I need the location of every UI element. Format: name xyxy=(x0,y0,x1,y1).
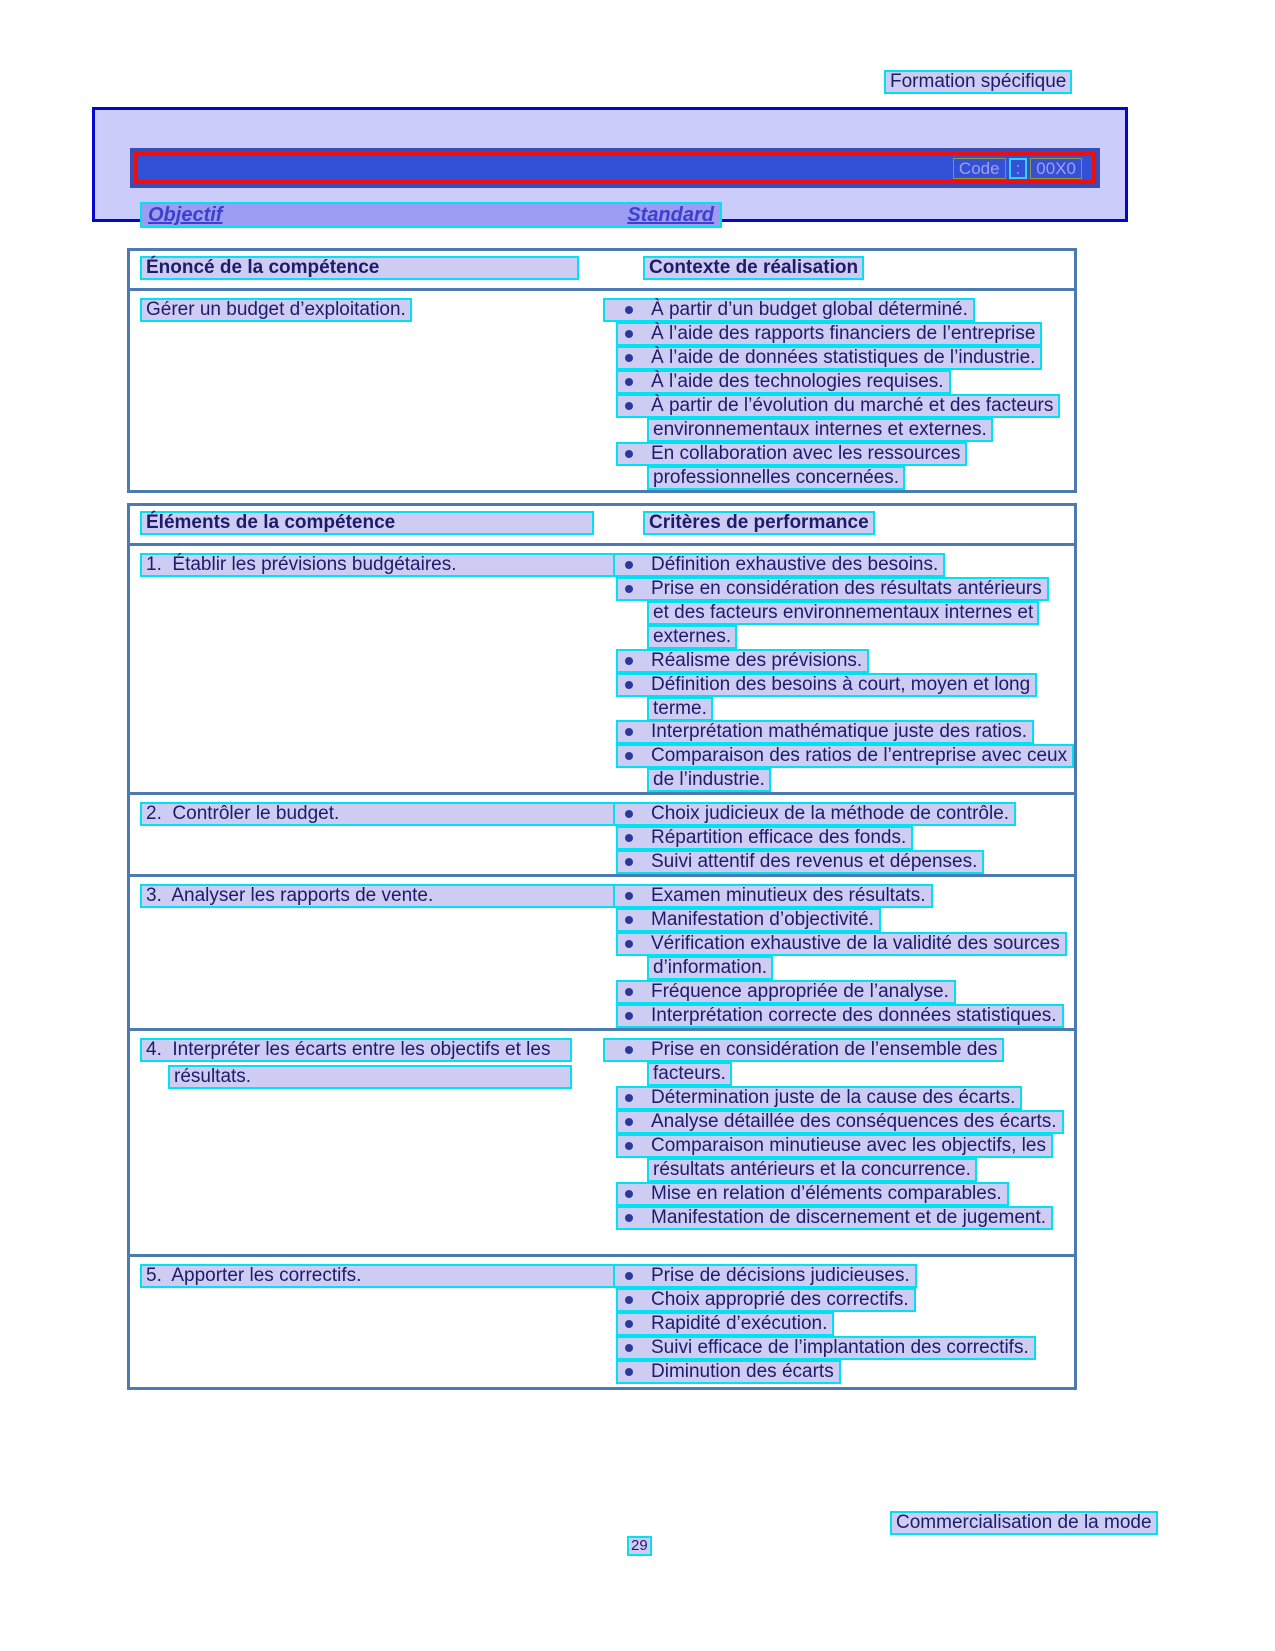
row-left-cell xyxy=(140,884,615,911)
criterion-line xyxy=(603,802,1016,826)
bullet-icon xyxy=(625,1118,633,1126)
row-left-text: 2. Contrôler le budget. xyxy=(140,802,615,826)
section-title-strip xyxy=(140,202,722,228)
criterion-line xyxy=(603,553,945,577)
bullet-icon xyxy=(625,1012,633,1020)
bullet-icon xyxy=(625,728,633,736)
criteria-list xyxy=(603,291,1074,490)
header-label: Formation spécifique xyxy=(884,70,1072,94)
criterion-line xyxy=(603,298,975,322)
criterion-text: Prise en considération des résultats antérieurs xyxy=(651,578,1042,599)
criterion-line xyxy=(616,744,1074,768)
bullet-icon xyxy=(625,1142,633,1150)
criterion-line xyxy=(616,1336,1036,1360)
criterion-line xyxy=(616,1086,1022,1110)
bullet-icon xyxy=(625,1344,633,1352)
criterion-text: Manifestation d’objectivité. xyxy=(651,909,874,931)
criterion-line xyxy=(616,1312,834,1336)
criterion-text: professionnelles concernées. xyxy=(647,466,905,490)
criterion-line xyxy=(616,346,1042,370)
bullet-icon xyxy=(625,330,633,338)
criterion-line xyxy=(603,418,993,442)
criterion-text: Interprétation mathématique juste des ratios. xyxy=(651,721,1027,743)
criterion-line xyxy=(603,1264,917,1288)
criterion-text: Mise en relation d’éléments comparables. xyxy=(651,1182,1002,1204)
criteria-list xyxy=(603,1257,1074,1384)
standard-title: Standard xyxy=(627,204,714,226)
criterion-line xyxy=(616,1288,916,1312)
bullet-icon xyxy=(625,1320,633,1328)
criterion-text: terme. xyxy=(647,697,713,721)
criterion-text: Rapidité d’exécution. xyxy=(651,1312,828,1334)
criterion-line xyxy=(616,1134,1053,1158)
row-left-cell xyxy=(140,1038,572,1092)
table-row xyxy=(130,1028,1074,1254)
row-left-text: Gérer un budget d’exploitation. xyxy=(140,298,412,322)
table-row xyxy=(130,874,1074,1028)
criterion-text: Suivi efficace de l’implantation des correctifs. xyxy=(651,1336,1029,1358)
criterion-text: À partir de l’évolution du marché et des facteurs xyxy=(651,395,1054,416)
bullet-icon xyxy=(625,1368,633,1376)
criterion-text: Comparaison des ratios de l’entreprise avec ceux xyxy=(651,745,1068,767)
bullet-icon xyxy=(625,354,633,362)
criterion-text: À l’aide de données statistiques de l’industrie. xyxy=(651,347,1036,368)
bullet-icon xyxy=(625,402,633,410)
criterion-line xyxy=(603,601,1039,625)
bullet-icon xyxy=(625,585,633,593)
bullet-icon xyxy=(625,1094,633,1102)
bullet-icon xyxy=(625,988,633,996)
criterion-line xyxy=(603,956,773,980)
criterion-line xyxy=(616,826,913,850)
criterion-text: En collaboration avec les ressources xyxy=(651,442,961,464)
criterion-text: Vérification exhaustive de la validité des sources xyxy=(651,933,1060,955)
bullet-icon xyxy=(625,450,633,458)
criterion-line xyxy=(616,1206,1053,1230)
criterion-line xyxy=(616,980,956,1004)
criterion-line xyxy=(616,394,1060,418)
code-label: Code xyxy=(953,158,1006,179)
criterion-text: Choix judicieux de la méthode de contrôle. xyxy=(651,803,1010,825)
title-bar xyxy=(130,148,1100,188)
criterion-line xyxy=(603,466,905,490)
criterion-line xyxy=(616,322,1042,346)
bullet-icon xyxy=(625,1046,633,1054)
table-row xyxy=(130,546,1074,792)
criterion-text: environnementaux internes et externes. xyxy=(647,418,993,442)
table-body xyxy=(130,291,1074,490)
row-left-cell xyxy=(140,802,615,829)
criterion-line xyxy=(616,932,1067,956)
bullet-icon xyxy=(625,1272,633,1280)
bullet-icon xyxy=(625,681,633,689)
bullet-icon xyxy=(625,1296,633,1304)
bullet-icon xyxy=(625,892,633,900)
bullet-icon xyxy=(625,657,633,665)
criterion-text: de l’industrie. xyxy=(647,768,771,792)
criterion-text: À partir d’un budget global déterminé. xyxy=(651,299,968,320)
criterion-line xyxy=(616,370,951,394)
objectif-title: Objectif xyxy=(148,204,223,226)
row-left-text: résultats. xyxy=(168,1065,572,1089)
criterion-text: Réalisme des prévisions. xyxy=(651,649,863,671)
criterion-line xyxy=(603,1062,732,1086)
criterion-line xyxy=(616,1004,1064,1028)
bullet-icon xyxy=(625,916,633,924)
criterion-line xyxy=(603,1038,1004,1062)
bullet-icon xyxy=(625,306,633,314)
criterion-text: Examen minutieux des résultats. xyxy=(651,885,926,907)
criterion-text: Comparaison minutieuse avec les objectifs, les xyxy=(651,1134,1046,1156)
row-left-text: 1. Établir les prévisions budgétaires. xyxy=(140,553,615,577)
page-number: 29 xyxy=(627,1536,652,1556)
footer-label: Commercialisation de la mode xyxy=(890,1511,1158,1535)
criterion-line xyxy=(616,442,967,466)
criterion-text: d’information. xyxy=(647,956,773,980)
row-left-text: 5. Apporter les correctifs. xyxy=(140,1264,615,1288)
bullet-icon xyxy=(625,378,633,386)
criterion-line xyxy=(603,884,933,908)
criterion-text: Interprétation correcte des données statistiques. xyxy=(651,1004,1057,1026)
criterion-text: Manifestation de discernement et de jugement. xyxy=(651,1206,1047,1228)
table-header-row xyxy=(130,251,1074,291)
criterion-text: À l’aide des technologies requises. xyxy=(651,371,944,392)
row-left-cell xyxy=(140,553,615,580)
criterion-text: Analyse détaillée des conséquences des écarts. xyxy=(651,1110,1057,1132)
row-left-text: 4. Interpréter les écarts entre les objectifs et les xyxy=(140,1038,572,1062)
row-left-cell xyxy=(140,1264,615,1291)
table-body xyxy=(130,546,1074,1387)
table-row xyxy=(130,291,1074,490)
criterion-text: Suivi attentif des revenus et dépenses. xyxy=(651,851,978,873)
elements-criteres-table xyxy=(127,503,1077,1390)
criterion-text: Définition des besoins à court, moyen et long xyxy=(651,673,1031,695)
criterion-text: externes. xyxy=(647,625,737,649)
criterion-text: Prise de décisions judicieuses. xyxy=(651,1264,910,1286)
bullet-icon xyxy=(625,752,633,760)
criterion-line xyxy=(616,720,1034,744)
criterion-text: résultats antérieurs et la concurrence. xyxy=(647,1158,977,1182)
criterion-text: Définition exhaustive des besoins. xyxy=(651,554,939,575)
criterion-text: et des facteurs environnementaux internes et xyxy=(647,601,1039,625)
criterion-line xyxy=(616,850,984,874)
criterion-line xyxy=(616,908,881,932)
criteria-list xyxy=(603,546,1074,792)
row-left-text: 3. Analyser les rapports de vente. xyxy=(140,884,615,908)
criterion-line xyxy=(616,673,1037,697)
bullet-icon xyxy=(625,810,633,818)
criteria-list xyxy=(603,795,1074,874)
criterion-line xyxy=(616,1110,1064,1134)
criteria-list xyxy=(603,1031,1074,1230)
table-row xyxy=(130,1254,1074,1387)
criterion-line xyxy=(616,1182,1009,1206)
criterion-line xyxy=(603,1158,977,1182)
column-header-elements: Éléments de la compétence xyxy=(140,511,594,535)
bullet-icon xyxy=(625,561,633,569)
row-left-cell xyxy=(140,298,412,325)
criterion-text: À l’aide des rapports financiers de l’entreprise xyxy=(651,323,1036,344)
criterion-text: Fréquence appropriée de l’analyse. xyxy=(651,980,949,1002)
code-separator: : xyxy=(1009,158,1028,179)
bullet-icon xyxy=(625,1214,633,1222)
criterion-text: Diminution des écarts xyxy=(651,1360,834,1382)
bullet-icon xyxy=(625,940,633,948)
criterion-text: facteurs. xyxy=(647,1062,732,1086)
criterion-text: Prise en considération de l’ensemble des xyxy=(651,1038,998,1060)
criteria-list xyxy=(603,877,1074,1028)
criterion-text: Répartition efficace des fonds. xyxy=(651,827,907,849)
table-row xyxy=(130,792,1074,874)
criterion-line xyxy=(616,577,1049,601)
bullet-icon xyxy=(625,834,633,842)
title-bar-inner xyxy=(134,152,1096,184)
criterion-text: Détermination juste de la cause des écarts. xyxy=(651,1086,1016,1108)
bullet-icon xyxy=(625,858,633,866)
criterion-line xyxy=(603,697,713,721)
column-header-criteres: Critères de performance xyxy=(643,511,875,535)
code-value: 00X0 xyxy=(1030,158,1082,179)
column-header-contexte: Contexte de réalisation xyxy=(643,256,864,280)
column-header-enonce: Énoncé de la compétence xyxy=(140,256,579,280)
criterion-text: Choix approprié des correctifs. xyxy=(651,1288,909,1310)
criterion-line xyxy=(616,649,869,673)
competence-context-table xyxy=(127,248,1077,493)
criterion-line xyxy=(603,768,771,792)
criterion-line xyxy=(603,625,737,649)
table-header-row xyxy=(130,506,1074,546)
criterion-line xyxy=(616,1360,841,1384)
bullet-icon xyxy=(625,1190,633,1198)
